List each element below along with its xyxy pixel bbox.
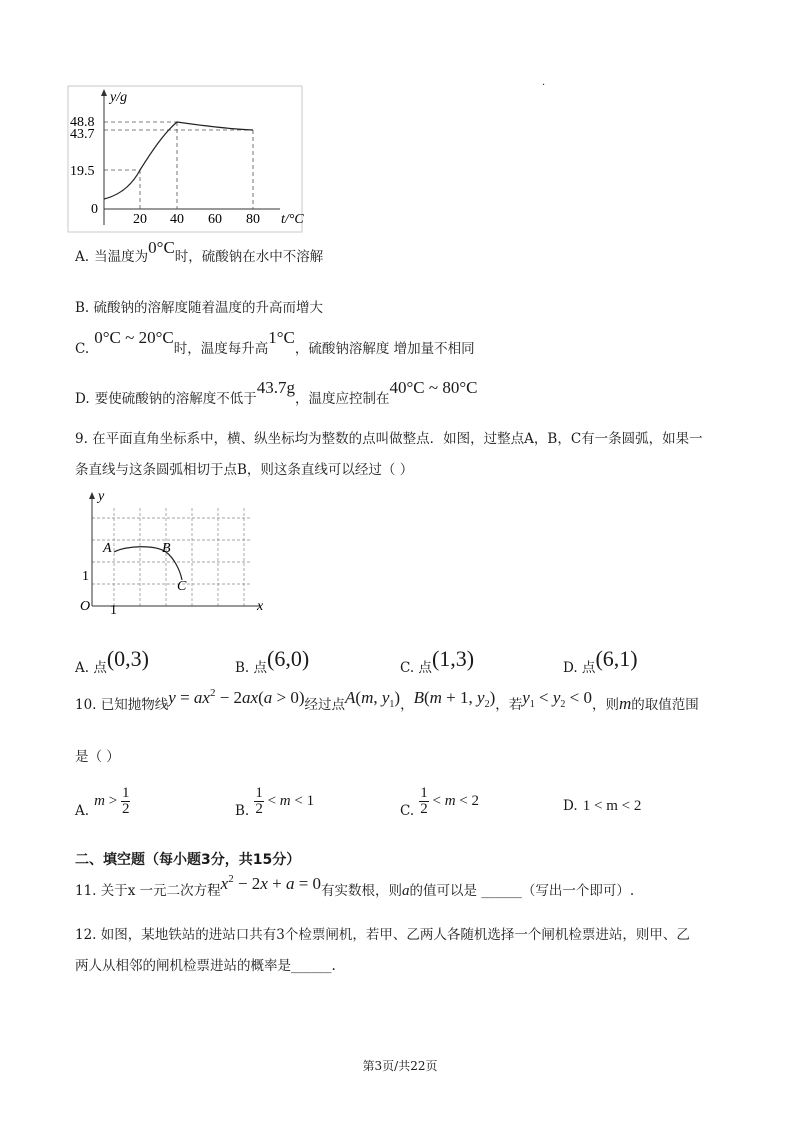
- section-heading: 二、填空题（每小题3分，共15分）: [75, 852, 301, 868]
- arc-grid-graph: [70, 488, 280, 618]
- option-coord: (1,3): [431, 646, 475, 671]
- option-letter: C.: [75, 341, 90, 357]
- option-letter: B.: [235, 802, 250, 819]
- q10-mid2: ，若: [495, 697, 523, 713]
- q9-option-a: [75, 646, 149, 676]
- option-letter: C. 点: [400, 660, 432, 676]
- option-math: $\frac{1}{2}$ < m < 2: [420, 785, 480, 817]
- y-tick-0: 0: [91, 202, 98, 217]
- y-tick-48-8: 48.8: [70, 115, 95, 130]
- y-tick-19-5: 19.5: [70, 164, 95, 179]
- q11-a: a: [402, 883, 410, 899]
- option-coord: (6,1): [595, 646, 638, 671]
- graph-frame: [68, 86, 302, 232]
- option-text-mid: ，温度应控制在: [294, 391, 390, 407]
- option-math: m > $\frac{1}{2}$: [94, 785, 130, 817]
- x-axis-label: x: [257, 599, 264, 614]
- x-axis-label: t/°C: [281, 212, 304, 227]
- q9-line-2: 条直线与这条圆弧相切于点B，则这条直线可以经过（ ）: [75, 462, 414, 478]
- option-text-mid: 时，温度每升高: [173, 341, 269, 357]
- option-letter: A.: [75, 802, 90, 819]
- option-text-post: 时，硫酸钠在水中不溶解: [174, 249, 324, 265]
- q10-line-1: 10. 已知抛物线$y = ax^2 - 2ax(a > 0)$经过点A(m, $y_1$)，B(m + 1, $y_2$)，若$y_1 < y_2 < 0$，则m的取值范围: [75, 687, 699, 713]
- option-letter: D.: [563, 798, 578, 814]
- q9-option-d: [563, 646, 638, 676]
- q10-m: m: [619, 694, 632, 713]
- q10-point-a: A(m, $y_1$): [345, 688, 401, 710]
- q10-parabola: $y = ax^2 - 2ax(a > 0)$: [168, 687, 305, 707]
- option-math-mass: 43.7g: [256, 378, 295, 397]
- page-footer: 第3页/共22页: [362, 1059, 438, 1073]
- option-math: 0°C: [148, 238, 175, 257]
- option-text: 硫酸钠的溶解度随着温度的升高而增大: [93, 300, 324, 316]
- q12-line-1: 12. 如图，某地铁站的进站口共有3个检票闸机，若甲、乙两人各随机选择一个闸机检票进站，则甲、乙: [75, 927, 690, 943]
- q8-option-b: [75, 299, 323, 317]
- q11-tail: 的值可以是 ______（写出一个即可）.: [409, 883, 635, 899]
- option-letter: C.: [400, 802, 415, 819]
- y-axis-label: y: [98, 489, 105, 504]
- origin-label: O: [80, 599, 91, 614]
- q12-line-2: 两人从相邻的闸机检票进站的概率是______.: [75, 958, 336, 974]
- q11-pre: 11. 关于x 一元二次方程: [75, 883, 221, 899]
- q9-line-1: 9. 在平面直角坐标系中，横、纵坐标均为整数的点叫做整点．如图，过整点A，B，C有一条圆弧，如果一: [75, 431, 703, 447]
- q9-option-b: [235, 646, 310, 676]
- point-b-label: B: [162, 541, 171, 556]
- point-c-label: C: [177, 579, 187, 594]
- q10-option-c: [400, 786, 479, 817]
- option-letter: A.: [75, 249, 90, 265]
- q8-option-d: [75, 378, 478, 407]
- q10-option-b: [235, 786, 314, 817]
- q10-option-d: [563, 795, 641, 815]
- option-letter: B. 点: [235, 660, 268, 676]
- q10-line-2: 是（ ）: [75, 749, 120, 765]
- x-tick-20: 20: [133, 212, 147, 227]
- q9-option-c: [400, 646, 475, 676]
- option-letter: B.: [75, 300, 90, 316]
- q10-prefix: 10. 已知抛物线: [75, 697, 169, 713]
- q10-mid1: 经过点: [304, 697, 346, 713]
- x-tick-80: 80: [246, 212, 260, 227]
- corner-mark: .: [542, 77, 546, 88]
- option-math: $\frac{1}{2}$ < m < 1: [255, 785, 315, 817]
- option-letter: D. 点: [563, 660, 596, 676]
- option-math-range: 40°C ~ 80°C: [389, 378, 478, 397]
- option-letter: A. 点: [75, 660, 107, 676]
- option-text-pre: 要使硫酸钠的溶解度不低于: [94, 391, 257, 407]
- option-coord: (6,0): [267, 646, 310, 671]
- y-axis-arrow: [101, 89, 107, 96]
- q10-inequality: $y_1 < y_2 < 0$: [522, 688, 593, 710]
- y-axis-arrow: [89, 492, 95, 499]
- solubility-curve: [104, 122, 253, 199]
- x-tick-40: 40: [170, 212, 184, 227]
- q10-post: ，则: [592, 697, 620, 713]
- option-text-pre: 当温度为: [94, 249, 149, 265]
- q10-tail: 的取值范围: [631, 697, 699, 713]
- option-math: 1 < m < 2: [582, 798, 642, 814]
- q11-post: 有实数根，则: [321, 883, 403, 899]
- arc: [114, 547, 182, 580]
- option-letter: D.: [75, 391, 90, 407]
- point-a-label: A: [103, 541, 112, 556]
- option-coord: (0,3): [106, 646, 149, 671]
- y-tick-1: 1: [82, 569, 89, 584]
- q11-line: [75, 873, 635, 900]
- q10-point-b: B(m + 1, $y_2$): [413, 688, 496, 710]
- y-tick-43-7: 43.7: [70, 127, 95, 142]
- y-axis-label: y/g: [110, 90, 128, 105]
- x-tick-1: 1: [110, 603, 117, 618]
- q11-equation: $x^2 - 2x + a = 0$: [220, 873, 322, 893]
- solubility-graph: [60, 85, 310, 235]
- q10-option-a: [75, 786, 130, 817]
- q8-option-c: [75, 328, 475, 357]
- q8-option-a: [75, 238, 324, 266]
- option-text-post: ，硫酸钠溶解度 增加量不相同: [294, 341, 475, 357]
- x-tick-60: 60: [208, 212, 222, 227]
- option-math-range: 0°C ~ 20°C: [94, 328, 174, 347]
- option-math-unit: 1°C: [268, 328, 295, 347]
